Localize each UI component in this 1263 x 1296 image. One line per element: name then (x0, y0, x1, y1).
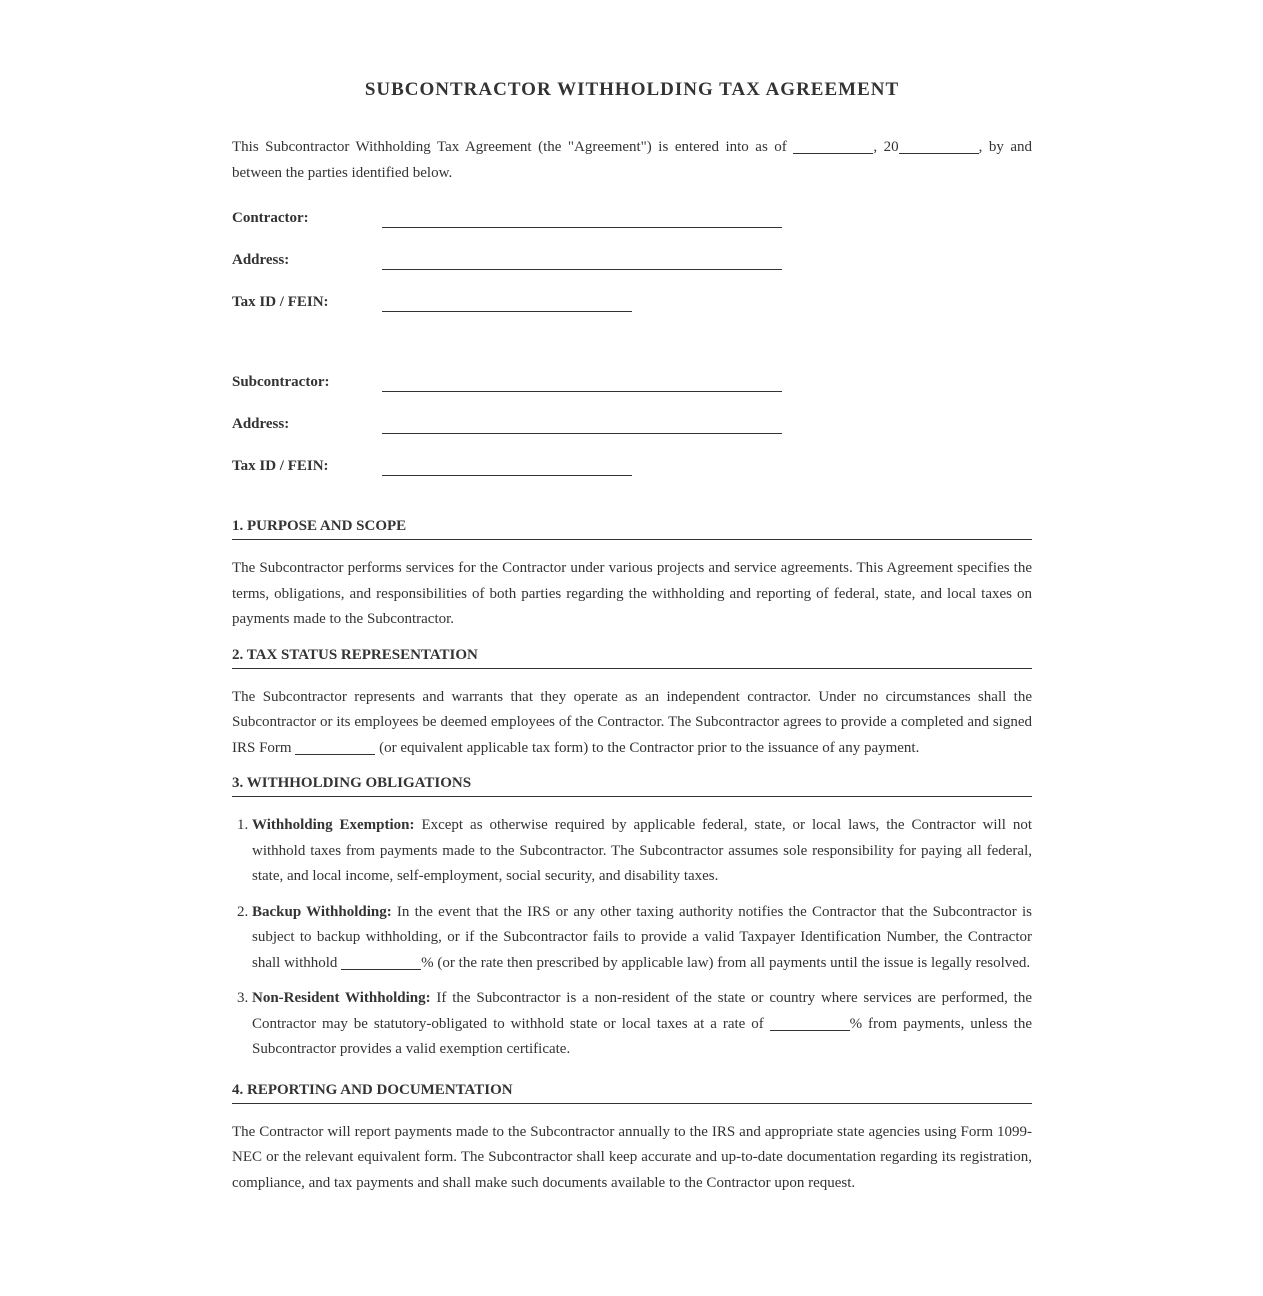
contractor-taxid-row (232, 288, 1032, 330)
intro-text-3: , by and between the parties identified below. (232, 139, 1032, 181)
date-blank[interactable] (793, 137, 873, 154)
irs-form-blank[interactable] (295, 738, 375, 755)
item-3-lead: Non-Resident Withholding: (252, 990, 431, 1006)
backup-rate-blank[interactable] (341, 953, 421, 970)
item-2-lead: Backup Withholding: (252, 903, 392, 920)
contractor-address-label: Address: (232, 252, 290, 268)
contractor-name-field[interactable] (382, 227, 782, 228)
subcontractor-block (232, 368, 1032, 494)
contractor-taxid-label: Tax ID / FEIN: (232, 294, 329, 310)
section-1-title: 1. PURPOSE AND SCOPE (232, 516, 1032, 540)
intro-text-1: This Subcontractor Withholding Tax Agreement (the "Agreement") is entered into as of (232, 139, 794, 155)
year-blank[interactable] (899, 137, 979, 154)
section-4-title: 4. REPORTING AND DOCUMENTATION (232, 1080, 1032, 1104)
section-2-title: 2. TAX STATUS REPRESENTATION (232, 645, 1032, 669)
subcontractor-taxid-label: Tax ID / FEIN: (232, 458, 329, 474)
list-item-nonresident-withholding (252, 986, 1032, 1063)
item-3-text-1: If the Subcontractor is a non-resident of the state or country where services are performed, the Contractor may be statutory-obligated to withhold state or local taxes at a rate of (252, 990, 1032, 1032)
contractor-block (232, 204, 1032, 330)
item-2-text-2: % (or the rate then prescribed by applicable law) from all payments until the issue is legally resolved. (421, 954, 1031, 971)
section-4-body: The Contractor will report payments made to the Subcontractor annually to the IRS and appropriate state agencies using Form 1099-NEC or the relevant equivalent form. The Subcontractor shall keep accurate and up-to-date documentation regarding its registration, compliance, and tax payments and shall make such documents available to the Contractor upon request. (232, 1123, 1032, 1191)
item-1-text: Except as otherwise required by applicable federal, state, or local laws, the Contractor will not withhold taxes from payments made to the Subcontractor. The Subcontractor assumes sole responsibility for paying all federal, state, and local income, self-employment, social security, and disability taxes. (252, 817, 1032, 884)
subcontractor-address-row (232, 410, 1032, 452)
subcontractor-address-field[interactable] (382, 433, 782, 434)
subcontractor-address-label: Address: (232, 416, 290, 432)
section-2-body (232, 685, 1032, 762)
list-item-withholding-exemption (252, 813, 1032, 890)
subcontractor-name-row (232, 368, 1032, 410)
subcontractor-taxid-field[interactable] (382, 475, 632, 476)
intro-paragraph (232, 135, 1032, 186)
subcontractor-label: Subcontractor: (232, 374, 330, 390)
document-content (232, 77, 1032, 1196)
intro-text-2: , 20 (873, 139, 899, 155)
contractor-taxid-field[interactable] (382, 311, 632, 312)
section-1-body: The Subcontractor performs services for the Contractor under various projects and service agreements. This Agreement specifies the terms, obligations, and responsibilities of both parties regarding the withholding and reporting of federal, state, and local taxes on payments made to the Subcontractor. (232, 560, 1032, 627)
withholding-list (232, 813, 1032, 1063)
subcontractor-name-field[interactable] (382, 391, 782, 392)
section-2-text-2: (or equivalent applicable tax form) to the Contractor prior to the issuance of any payment. (375, 739, 920, 756)
contractor-label: Contractor: (232, 210, 309, 226)
subcontractor-taxid-row (232, 452, 1032, 494)
item-3-text-2: % from payments, unless the Subcontractor provides a valid exemption certificate. (252, 1015, 1032, 1057)
contractor-name-row (232, 204, 1032, 246)
item-1-lead: Withholding Exemption: (252, 817, 415, 833)
section-3-title: 3. WITHHOLDING OBLIGATIONS (232, 773, 1032, 797)
nonresident-rate-blank[interactable] (770, 1014, 850, 1031)
list-item-backup-withholding (252, 900, 1032, 977)
section-2-text-1: The Subcontractor represents and warrants that they operate as an independent contractor. Under no circumstances shall the Subcontractor or its employees be deemed employees of the Contractor. The Subcontractor agrees to provide a completed and signed IRS Form (232, 688, 1032, 756)
item-2-text-1: In the event that the IRS or any other taxing authority notifies the Contractor that the Subcontractor is subject to backup withholding, or if the Subcontractor fails to provide a valid Taxpayer Identification Number, the Contractor shall withhold (252, 903, 1032, 971)
contractor-address-row (232, 246, 1032, 288)
contractor-address-field[interactable] (382, 269, 782, 270)
document-title: SUBCONTRACTOR WITHHOLDING TAX AGREEMENT (364, 79, 900, 100)
